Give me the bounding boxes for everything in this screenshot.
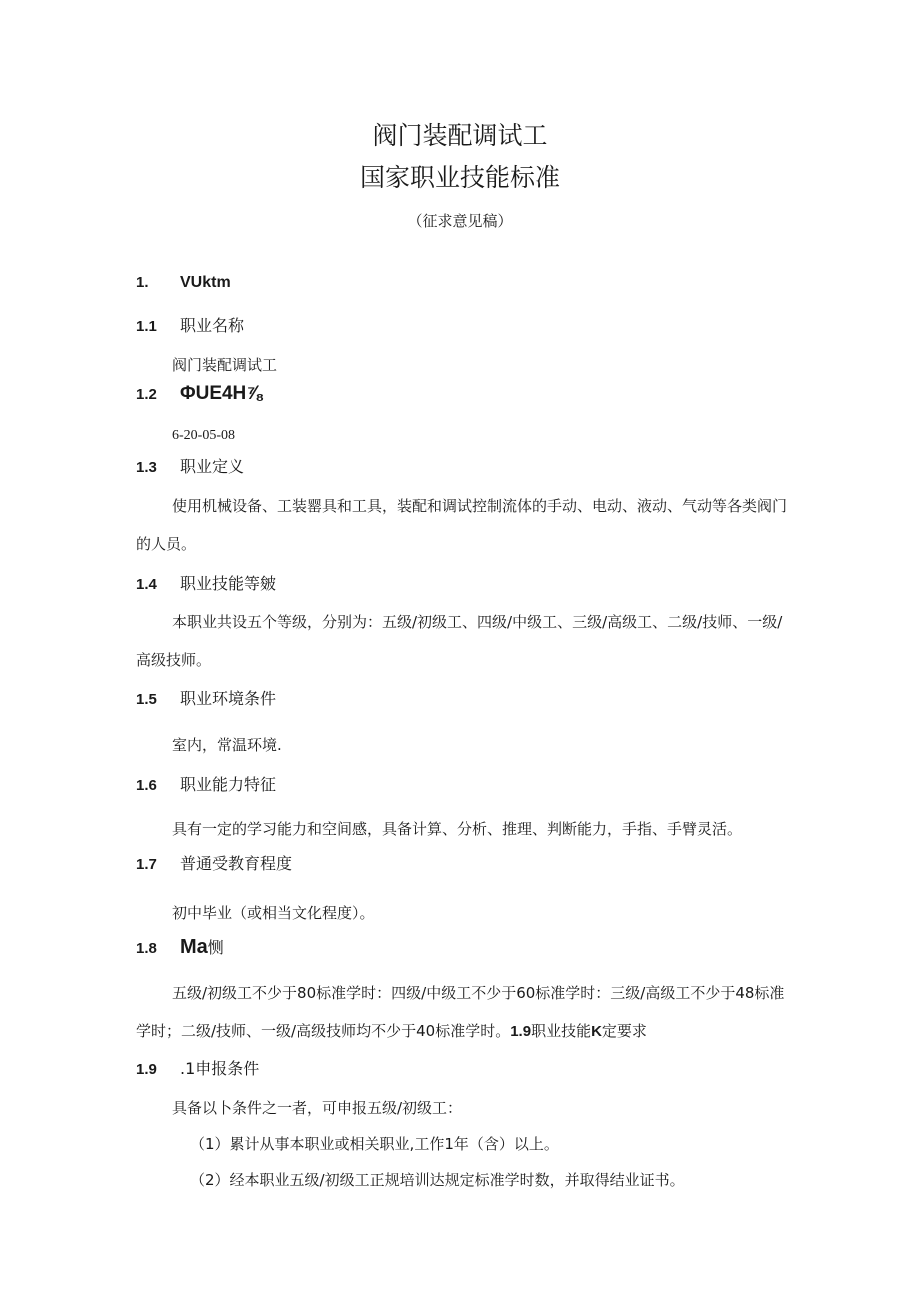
section-number: 1.1 [136,318,157,335]
apply-intro-paragraph: 具备以卜条件之一者，可申报五级/初级工： [172,1099,463,1117]
section-number: 1.8 [136,940,157,957]
section-number: 1.5 [136,691,157,708]
section-title: 职业能力特征 [180,775,277,794]
section-heading-1-7 [136,851,292,874]
ability-paragraph: 具有一定的学习能力和空间感，具备计算、分析、推理、判断能力，手指、手臂灵活。 [172,820,743,838]
section-heading-1-6 [136,772,276,795]
training-paragraph [136,974,792,1051]
document-title-line2: 国家职业技能标准 [359,163,560,192]
training-tail-glyph: K [591,1023,602,1040]
section-title: 普通受教育程度 [180,854,293,873]
section-title: .1申报条件 [180,1059,260,1078]
section-number: 1. [136,274,149,291]
section-title: VUktm [180,274,231,291]
environment-paragraph: 室内，常温环境. [172,736,282,754]
definition-paragraph: 使用机械设备、工装罂具和工具，装配和调试控制流体的手动、电动、液动、气动等各类阀门的人员。 [136,497,788,553]
section-heading-1 [136,272,231,292]
apply-item-1: （1）累计从事本职业或相关职业,工作1年（含）以上。 [190,1135,559,1153]
document-title-line1: 阀门装配调试工 [372,121,548,150]
section-heading-1-1 [136,313,244,336]
section-number: 1.7 [136,856,157,873]
training-tail-number: 1.9 [510,1023,532,1040]
section-title-bold: Ma [180,936,208,958]
section-heading-1-9 [136,1056,259,1079]
training-tail-text-b: 定要求 [601,1022,647,1040]
levels-paragraph: 本职业共设五个等级，分别为：五级/初级工、四级/中级工、三级/高级工、二级/技师、一级/高级技师。 [136,613,783,669]
section-title-rest: 恻 [207,938,224,957]
section-heading-1-4 [136,571,276,594]
section-number: 1.9 [136,1061,157,1078]
section-title: 职业定义 [180,457,245,476]
document-subtitle: （征求意见稿） [407,212,513,230]
section-number: 1.6 [136,777,157,794]
section-title: 职业技能等皴 [180,574,277,593]
occupation-name-text: 阀门装配调试工 [172,356,278,374]
section-title: 职业环境条件 [180,689,277,708]
section-number: 1.4 [136,576,157,593]
occupation-code-text: 6-20-05-08 [172,428,235,443]
training-tail-text-a: 职业技能 [531,1022,592,1040]
apply-item-2: （2）经本职业五级/初级工正规培训达规定标准学时数，并取得结业证书。 [190,1171,685,1189]
section-number: 1.3 [136,459,157,476]
section-title: 职业名称 [180,316,245,335]
section-heading-1-8 [136,935,224,959]
section-heading-1-5 [136,686,276,709]
section-number: 1.2 [136,386,157,403]
training-text: 五级/初级工不少于80标准学时：四级/中级工不少于60标准学时：三级/高级工不少于48标准学时；二级/技师、一级/高级技师均不少于40标准学时。 [136,984,785,1040]
section-heading-1-2 [136,383,262,405]
section-heading-1-3 [136,454,244,477]
education-paragraph: 初中毕业（或相当文化程度）。 [172,904,375,922]
section-title: ΦUE4H⅞ [180,383,263,404]
